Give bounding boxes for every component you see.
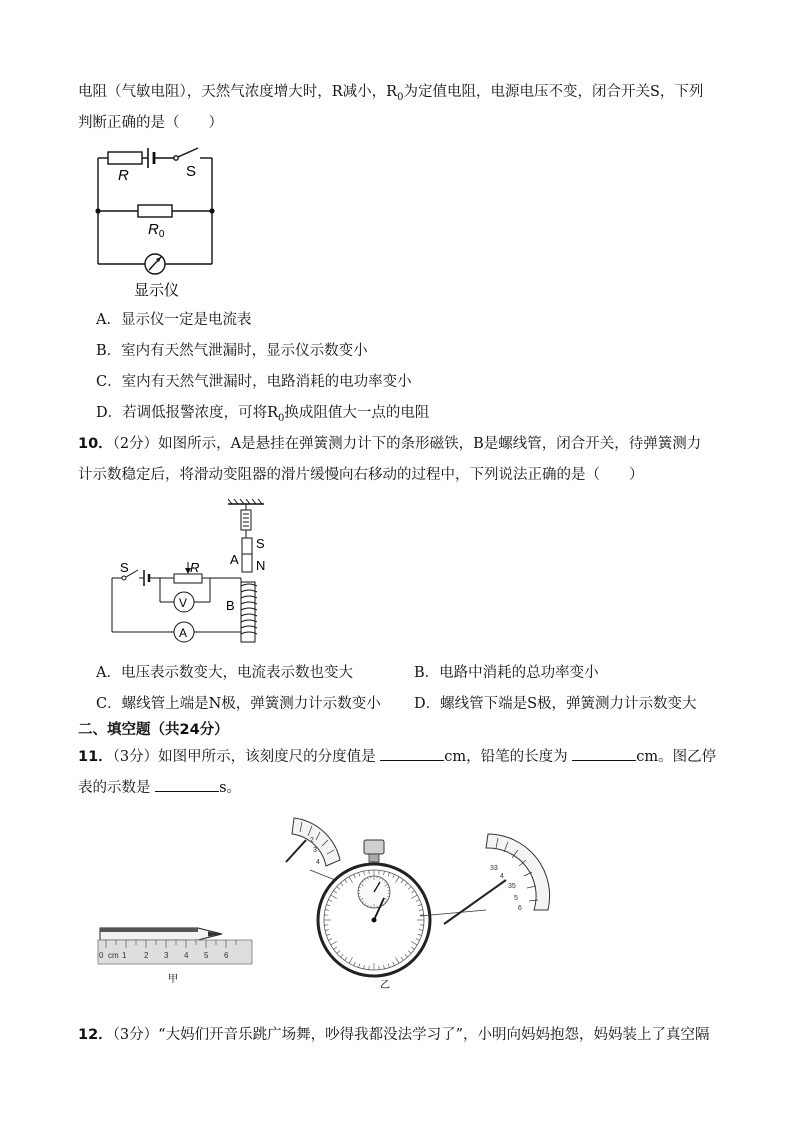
- q9-option-a: A．显示仪一定是电流表: [96, 312, 252, 328]
- q12-number: 12．: [78, 1027, 113, 1043]
- q11-line1: 11．（3分）如图甲所示，该刻度尺的分度值是 cm，铅笔的长度为 cm。图乙停: [78, 746, 716, 767]
- ruler-tick-3: 3: [164, 951, 169, 960]
- q10-option-b: B．电路中消耗的总功率变小: [414, 665, 599, 681]
- q11-line2: 表的示数是 s。: [78, 777, 241, 798]
- q9-option-d: D．若调低报警浓度，可将$R_0$换成阻值大一点的电阻: [96, 405, 430, 424]
- q10-option-a: A．电压表示数变大，电流表示数也变大: [96, 665, 353, 681]
- ruler-tick-0: 0: [99, 951, 104, 960]
- q11-number: 11．: [78, 749, 113, 765]
- ruler-tick-4: 4: [184, 951, 189, 960]
- zoom-left-tick-3: 3: [313, 847, 317, 854]
- q10-circuit-diagram: [108, 498, 278, 646]
- q12-line1: 12．（3分）“大妈们开音乐跳广场舞，吵得我都没法学习了”，小明向妈妈抱怨，妈妈装上了真空隔: [78, 1027, 710, 1043]
- q10-option-c: C．螺线管上端是N极，弹簧测力计示数变小: [96, 696, 381, 712]
- q11-ruler-figure: [96, 920, 256, 986]
- ruler-tick-1: 1: [122, 951, 127, 960]
- ruler-tick-5: 5: [204, 951, 209, 960]
- q11-label-yi: 乙: [380, 980, 390, 991]
- ruler-tick-cm: cm: [108, 951, 119, 960]
- q9-label-S: S: [186, 163, 197, 180]
- svg-text:R0: [148, 221, 165, 240]
- q11-stopwatch-figure: [280, 812, 552, 990]
- q11-blank-2[interactable]: [572, 746, 636, 761]
- q10-label-N: N: [256, 558, 266, 573]
- zoom-right-tick-5: 5: [514, 895, 518, 902]
- q11-blank-3[interactable]: [155, 777, 219, 792]
- ruler-tick-2: 2: [144, 951, 149, 960]
- q10-label-R: R: [190, 560, 200, 575]
- ruler-tick-6: 6: [224, 951, 229, 960]
- q9-stem-line1: 电阻（气敏电阻），天然气浓度增大时，R减小，$R_0$为定值电阻，电源电压不变，闭合开关S，下列: [78, 84, 704, 103]
- q10-label-A: A: [230, 552, 239, 567]
- q10-number: 10．: [78, 436, 113, 452]
- zoom-left-tick-2: 2: [310, 837, 314, 844]
- zoom-right-tick-4: 4: [500, 873, 504, 880]
- zoom-right-tick-33: 33: [490, 865, 498, 872]
- q9-option-c: C．室内有天然气泄漏时，电路消耗的电功率变小: [96, 374, 412, 390]
- q9-circuit-diagram: [90, 142, 230, 302]
- q10-label-V: V: [179, 596, 188, 610]
- q10-label-S-top: S: [256, 536, 265, 551]
- zoom-left-tick-4: 4: [316, 859, 320, 866]
- q9-label-R0: R: [148, 221, 159, 238]
- q10-label-A-meter: A: [179, 626, 188, 640]
- q10-label-S-switch: S: [120, 560, 129, 575]
- q10-stem-line2: 计示数稳定后，将滑动变阻器的滑片缓慢向右移动的过程中，下列说法正确的是（ ）: [78, 467, 644, 483]
- q9-label-R: R: [118, 167, 129, 184]
- q10-label-B: B: [226, 598, 235, 613]
- q10-option-d: D．螺线管下端是S极，弹簧测力计示数变大: [414, 696, 697, 712]
- zoom-right-tick-35: 35: [508, 883, 516, 890]
- q10-stem-line1: 10．（2分）如图所示，A是悬挂在弹簧测力计下的条形磁铁，B是螺线管，闭合开关，待弹簧测力: [78, 436, 702, 452]
- section-title: 二、填空题（共24分）: [78, 722, 229, 738]
- q11-blank-1[interactable]: [380, 746, 444, 761]
- q9-stem-line2: 判断正确的是（ ）: [78, 115, 223, 131]
- zoom-right-tick-6: 6: [518, 905, 522, 912]
- q11-label-jia: 甲: [168, 974, 178, 985]
- q9-label-R0-sub: 0: [158, 229, 165, 240]
- q9-option-b: B．室内有天然气泄漏时，显示仪示数变小: [96, 343, 368, 359]
- q9-meter-label: 显示仪: [134, 282, 180, 299]
